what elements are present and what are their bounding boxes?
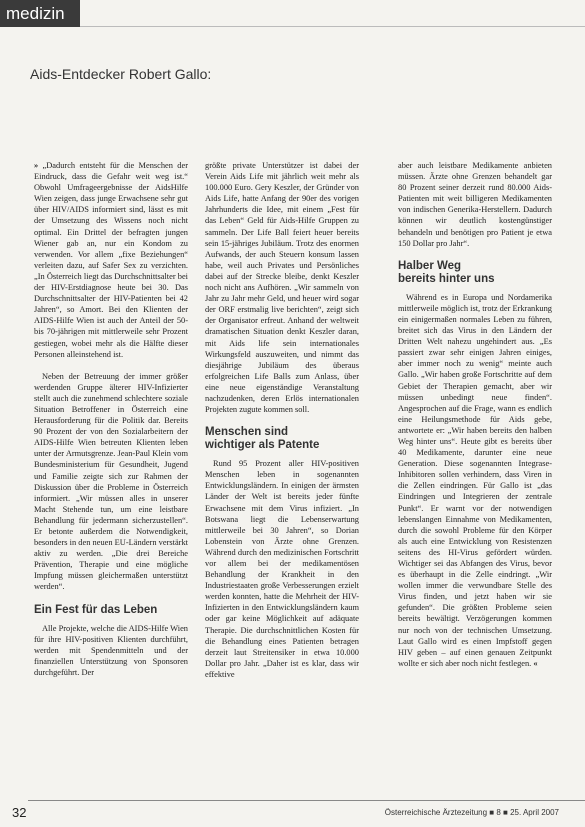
paragraph: größte private Unterstützer ist dabei der Verein Aids Life mit jährlich weit mehr als 100.000 Euro. Gery Keszler, der Gründer von Aids Life, hatte Anfang der 90er des vorigen Jahrhunderts die Idee, mit einem „Fest für das Leben“ Geld für Aids-Hilfe Gruppen zu sammeln. Der Life Ball feiert heuer bereits sein 15-jähriges Jubiläum. Trotz des enormen Aufwands, der auch Steuern konsum lassen habe, weil auch Privates und Persönliches dabei auf der Strecke bleibe, denkt Keszler noch nicht ans Aufhören. „Wir sammeln von Jahr zu Jahr mehr Geld, und heuer wird sogar der ORF erstmalig live berichten“, zeigt sich der Organisator erfreut. Anhand der weltweit dramatischen Situation denkt Keszler daran, mit Aids life sein internationales Wirkungsfeld auszuweiten, und nimmt das diesjährige Jubiläum des überaus erfolgreichen Life Balls zum Anlass, über eine neue eigenständige Veranstaltung nachzudenken, deren Erlös internationalen Projekten zugute kommen soll.	[205, 161, 359, 415]
paragraph-text: Während es in Europa und Nordamerika mittlerweile möglich ist, trotz der Erkrankung ein einigermaßen normales Leben zu führen, breitet sich das Virus in den Ländern der Dritten Welt nahezu ungehindert aus. „Es passiert zwar sehr einigen Jahren einiges, aber immer noch zu wenig“ meinte auch Gallo. „Wir haben große Fortschritte auf dem Gebiet der Therapien gemacht, aber wir müssen unbedingt neue finden“. Angesprochen auf die Frage, wann es endlich eine Heilungsmethode für Aids gebe, antwortete er: „Wir haben bereits den halben Weg hinter uns“. Heute gibt es bereits über 40 Medikamente, darunter eine neue Generation. Diese sogenannten Integrase-Inhibitoren sollen verhindern, dass Viren in die Zellen eindringen. Für Gallo ist „das Eindringen und Integrieren der zentrale Punkt“. Er warnt vor der notwendigen lebenslangen Einnahme von Medikamenten, durch die sowohl Probleme für den Körper als auch eine Entwicklung von Resistenzen seitens des HI-Virus gefördert würden. Wichtiger sei das Abfangen des Virus, bevor es überhaupt in die Zelle eindringt. „Wir wollen immer die verwundbare Stelle des Virus finden, und jetzt haben wir sie gefunden“. Die größten Probleme seien bereits bewältigt. Verzögerungen kommen nur noch von der technischen Umsetzung. Laut Gallo wird es einen Impfstoff gegen HIV geben – auf einen genauen Zeitpunkt wollte er sich aber noch nicht festlegen.	[398, 292, 552, 668]
subheading	[398, 260, 552, 286]
article-column-1	[34, 160, 188, 689]
page-number: 32	[12, 805, 27, 820]
paragraph-text: „Dadurch entsteht für die Menschen der Eindruck, dass die Gefahr weit weg ist.“ Obwohl Umfrageergebnisse der AidsHilfe Wien zeigen, dass junge Erwachsene sehr gut über HIV/AIDS informiert sind, lässt es mit der Umsetzung des Wissens noch nicht optimal. Ein Drittel der befragten jungen Wiener gab an, nur ein Kondom zu verwenden. Vor allem „fixe Beziehungen“ verleiten dazu, auf Safer Sex zu verzichten. „In Österreich liegt das Durchschnittsalter bei der HIV-Erstdiagnose heute bei 30. Das Durchschnittsalter der HIV-Patienten bei 42 Jahren“, so Amort. Bei den Klienten der AIDS-Hilfe Wien ist auch der Anteil der 50- bis 70-jährigen mit mittlerweile sehr Prozent gestiegen, wobei mehr als die Hälfte dieser Personen alleinstehend ist.	[34, 161, 189, 359]
subheading	[205, 426, 359, 452]
subheading-line: wichtiger als Patente	[205, 439, 320, 452]
publication-footer: Österreichische Ärztezeitung ■ 8 ■ 25. April 2007	[384, 808, 559, 817]
article-start-mark: »	[34, 161, 39, 170]
paragraph: Rund 95 Prozent aller HIV-positiven Menschen leben in sogenannten Entwicklungsländern. In einigen der ärmsten Länder der Welt ist bereits jeder fünfte Erwachsene mit dem Virus infiziert. „In Botswana liegt die Lebenserwartung mittlerweile bei 30 Jahren“, so Dorian Lobenstein von Ärzte ohne Grenzen. Während durch den medizinischen Fortschritt vor allem bei der medikamentösen Behandlung der Krankheit in den Industriestaaten große Verbesserungen erzielt werden konnten, hatte die Mehrheit der HIV-Infizierten in den Entwicklungsländern kaum oder gar keine Möglichkeit auf adäquate Therapie. Die durchschnittlichen Kosten für die Behandlung eines Patienten betragen derzeit laut Streitensiker in etwa 10.000 Dollar pro Jahr. „Daher ist es klar, dass wir effektive	[205, 459, 359, 679]
paragraph: Alle Projekte, welche die AIDS-Hilfe Wien für ihre HIV-positiven Klienten durchführt, werden mit Spendenmitteln und der finanziellen Unterstützung von Sponsoren durchgeführt. Der	[34, 623, 188, 677]
section-tag: medizin	[0, 0, 80, 27]
subheading-line: bereits hinter uns	[398, 272, 495, 285]
article-column-3	[398, 160, 552, 680]
subheading-line: Menschen sind	[205, 426, 289, 439]
footer-rule	[28, 800, 585, 801]
paragraph: Neben der Betreuung der immer größer werdenden Gruppe älterer HIV-Infizierter stellt auch die zunehmend schlechtere soziale Situation Betroffener in Österreich eine Herausforderung für die Politik dar. Bereits 90 Prozent der von den Sozialarbeitern der AIDS-Hilfe Wien betreuten Klienten leben unter der Armutsgrenze. Jean-Paul Klein vom Bundesministerium für Gesundheit, Jugend und Familie zeigte sich zur Rahmen der Diskussion über die Probleme in Österreich informiert. „Wir müssen alles in unserer Macht Stehende tun, um eine leistbare Behandlung für jedermann sicherzustellen“. Er betonte außerdem die Notwendigkeit, besonders in den neuen EU-Ländern verstärkt aktiv zu werden. „Die drei Bereiche Prävention, Therapie und eine mögliche Impfung müssen gleichermaßen unterstützt werden“.	[34, 371, 188, 592]
subheading-line: Halber Weg	[398, 259, 462, 272]
subheading: Ein Fest für das Leben	[34, 603, 158, 616]
paragraph	[398, 292, 552, 669]
article-headline: Aids-Entdecker Robert Gallo:	[30, 66, 212, 82]
article-end-mark: «	[533, 658, 538, 668]
paragraph	[34, 160, 188, 360]
article-column-2	[205, 160, 359, 691]
paragraph: aber auch leistbare Medikamente anbieten müssen. Ärzte ohne Grenzen behandelt gar 80 Prozent seiner derzeit rund 80.000 Aids-Patienten mit weit billigeren Medikamenten von indischen Generika-Herstellern. Dadurch können wir deutlich kostengünstiger behandeln und benötigen pro Patient je etwa 150 Dollar pro Jahr“.	[398, 161, 552, 248]
top-rule	[80, 26, 585, 27]
